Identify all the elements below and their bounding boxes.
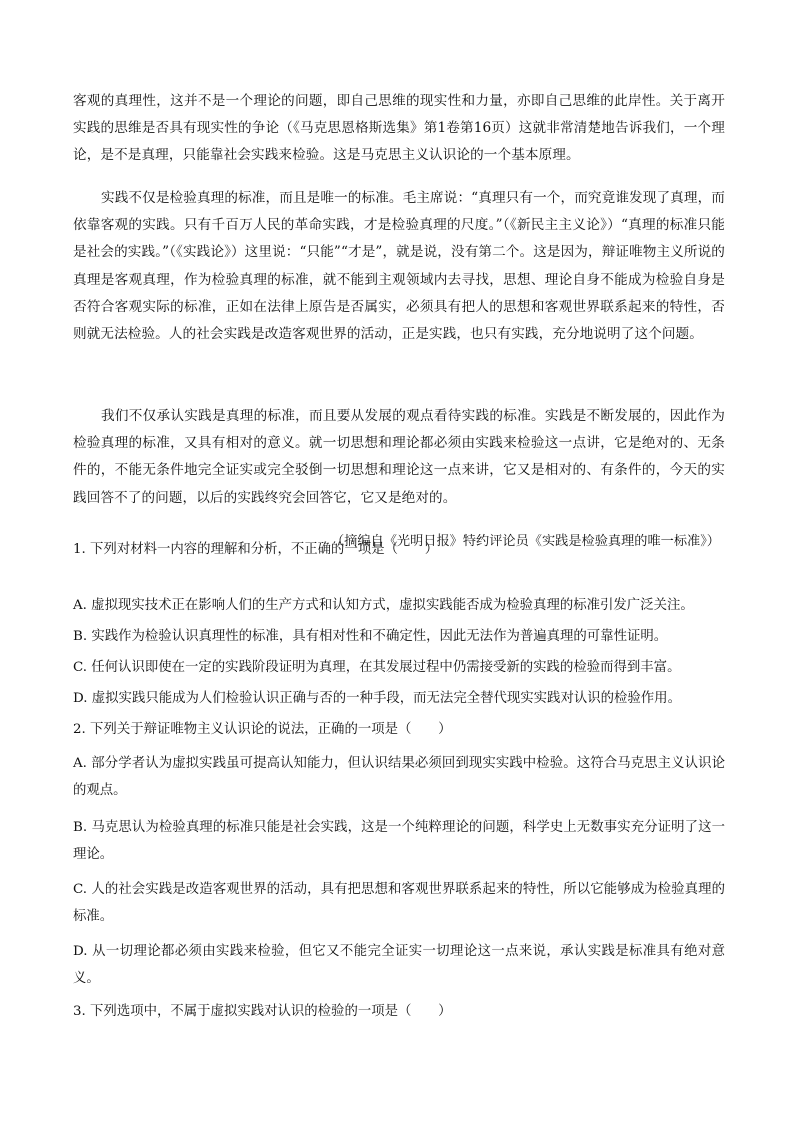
question-1-stem: 1. 下列对材料一内容的理解和分析，不正确的一项是（ ） (73, 542, 439, 557)
question-2-option-d: D. 从一切理论都必须由实践来检验，但它又不能完全证实一切理论这一点来说，承认实践是标准具有绝对意义。 (73, 944, 725, 987)
question-1-option-d: D. 虚拟实践只能成为人们检验认识正确与否的一种手段，而无法完全替代现实实践对认识的检验作用。 (73, 691, 681, 706)
passage-paragraph-2: 实践不仅是检验真理的标准，而且是唯一的标准。毛主席说：“真理只有一个，而究竟谁发现了真理，而依靠客观的实践。只有千百万人民的革命实践，才是检验真理的尺度。”（《新民主主义论》）“真理的标准只能是社会的实践。”（《实践论》）这里说：“只能”“才是”，就是说，没有第二个。这是因为，辩证唯物主义所说的真理是客观真理，作为检验真理的标准，就不能到主观领域内去寻找，思想、理论自身不能成为检验自身是否符合客观实际的标准，正如在法律上原告是否属实，必须具有把人的思想和客观世界联系起来的特性，否则就无法检验。人的社会实践是改造客观世界的活动，正是实践，也只有实践，充分地说明了这个问题。 (73, 190, 725, 343)
question-1-option-a: A. 虚拟现实技术正在影响人们的生产方式和认知方式，虚拟实践能否成为检验真理的标准引发广泛关注。 (73, 598, 694, 613)
question-2-option-b: B. 马克思认为检验真理的标准只能是社会实践，这是一个纯粹理论的问题，科学史上无数事实充分证明了这一理论。 (73, 820, 725, 863)
question-2-option-a: A. 部分学者认为虚拟实践虽可提高认知能力，但认识结果必须回到现实实践中检验。这符合马克思主义认识论的观点。 (73, 756, 725, 799)
passage-paragraph-1: 客观的真理性，这并不是一个理论的问题，即自己思维的现实性和力量，亦即自己思维的此岸性。关于离开实践的思维是否具有现实性的争论（《马克思恩格斯选集》第1卷第16页）这就非常清楚地告诉我们，一个理论，是不是真理，只能靠社会实践来检验。这是马克思主义认识论的一个基本原理。 (73, 93, 725, 164)
question-1-option-c: C. 任何认识即使在一定的实践阶段证明为真理，在其发展过程中仍需接受新的实践的检验而得到丰富。 (73, 660, 681, 675)
question-3-stem: 3. 下列选项中，不属于虚拟实践对认识的检验的一项是（ ） (73, 1004, 452, 1019)
question-1-option-b: B. 实践作为检验认识真理性的标准，具有相对性和不确定性，因此无法作为普遍真理的可靠性证明。 (73, 629, 668, 644)
passage-source: （摘编自《光明日报》特约评论员《实践是检验真理的唯一标准》） (330, 534, 720, 549)
passage-paragraph-3: 我们不仅承认实践是真理的标准，而且要从发展的观点看待实践的标准。实践是不断发展的，因此作为检验真理的标准，又具有相对的意义。就一切思想和理论都必须由实践来检验这一点讲，它是绝对的、无条件的，不能无条件地完全证实或完全驳倒一切思想和理论这一点来讲，它又是相对的、有条件的，今天的实践回答不了的问题，以后的实践终究会回答它，它又是绝对的。 (73, 408, 725, 506)
question-2-option-c: C. 人的社会实践是改造客观世界的活动，具有把思想和客观世界联系起来的特性，所以它能够成为检验真理的标准。 (73, 882, 725, 925)
question-2-stem: 2. 下列关于辩证唯物主义认识论的说法，正确的一项是（ ） (73, 722, 452, 737)
